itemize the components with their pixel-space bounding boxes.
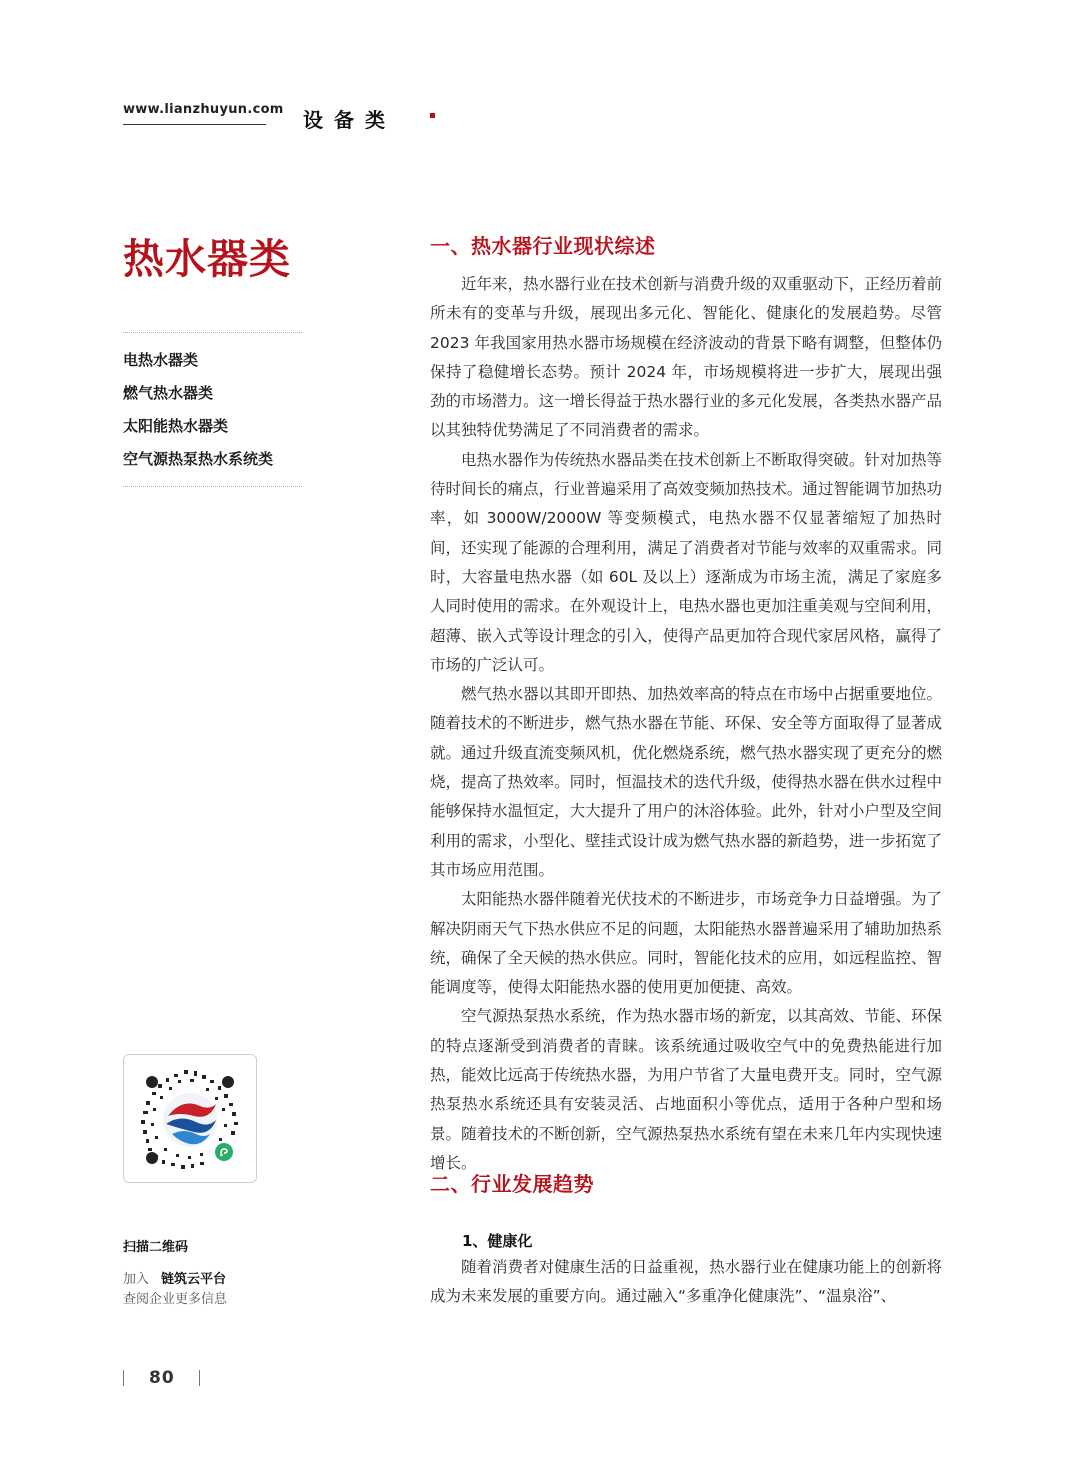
sidebar-divider-bottom <box>123 486 302 487</box>
more-info-text: 查阅企业更多信息 <box>123 1292 228 1307</box>
section-heading-overview: 一、热水器行业现状综述 <box>430 234 656 258</box>
qr-code[interactable] <box>123 1054 257 1183</box>
join-platform-line <box>123 1268 226 1287</box>
join-prefix: 加入 <box>123 1272 150 1287</box>
section-heading-trends: 二、行业发展趋势 <box>430 1172 594 1196</box>
paragraph: 太阳能热水器伴随着光伏技术的不断进步，市场竞争力日益增强。为了解决阴雨天气下热水供应不足的问题，太阳能热水器普遍采用了辅助加热系统，确保了全天候的热水供应。同时，智能化技术的应用，如远程监控、智能调度等，使得太阳能热水器的使用更加便捷、高效。 <box>430 890 942 997</box>
page-number-bar-right <box>199 1370 200 1386</box>
section-body-overview <box>430 270 942 1178</box>
page-title: 热水器类 <box>123 235 291 283</box>
paragraph: 燃气热水器以其即开即热、加热效率高的特点在市场中占据重要地位。随着技术的不断进步，燃气热水器在节能、环保、安全等方面取得了显著成就。通过升级直流变频风机，优化燃烧系统，燃气热水器实现了更充分的燃烧，提高了热效率。同时，恒温技术的迭代升级，使得热水器在供水过程中能够保持水温恒定，大大提升了用户的沐浴体验。此外，针对小户型及空间利用的需求，小型化、壁挂式设计成为燃气热水器的新趋势，进一步拓宽了其市场应用范围。 <box>430 685 942 879</box>
wechat-mini-program-icon <box>215 1143 233 1161</box>
category-item-gas: 燃气热水器类 <box>123 384 214 402</box>
paragraph: 近年来，热水器行业在技术创新与消费升级的双重驱动下，正经历着前所未有的变革与升级，展现出多元化、智能化、健康化的发展趋势。尽管 2023 年我国家用热水器市场规模在经济波动的背景下略有调整，但整体仍保持了稳健增长态势。预计 2024 年，市场规模将进一步扩大，展现出强劲的市场潜力。这一增长得益于热水器行业的多元化发展，各类热水器产品以其独特优势满足了不同消费者的需求。 <box>430 275 942 440</box>
subsection-title-health: 1、健康化 <box>462 1232 533 1250</box>
subsection-body-health <box>430 1253 942 1312</box>
paragraph: 随着消费者对健康生活的日益重视，热水器行业在健康功能上的创新将成为未来发展的重要方向。通过融入“多重净化健康洗”、“温泉浴”、 <box>430 1258 942 1306</box>
paragraph: 电热水器作为传统热水器品类在技术创新上不断取得突破。针对加热等待时间长的痛点，行业普遍采用了高效变频加热技术。通过智能调节加热功率，如 3000W/2000W 等变频模式，电热水器不仅显著缩短了加热时间，还实现了能源的合理利用，满足了消费者对节能与效率的双重需求。同时，大容量电热水器（如 60L 及以上）逐渐成为市场主流，满足了家庭多人同时使用的需求。在外观设计上，电热水器也更加注重美观与空间利用，超薄、嵌入式等设计理念的引入，使得产品更加符合现代家居风格，赢得了市场的广泛认可。 <box>430 450 942 674</box>
sidebar-divider-top <box>123 332 302 333</box>
platform-name: 链筑云平台 <box>161 1272 227 1287</box>
page-number-bar-left <box>123 1370 124 1386</box>
category-item-electric: 电热水器类 <box>123 351 199 369</box>
site-url[interactable]: www.lianzhuyun.com <box>123 102 284 117</box>
paragraph: 空气源热泵热水系统，作为热水器市场的新宠，以其高效、节能、环保的特点逐渐受到消费者的青睐。该系统通过吸收空气中的免费热能进行加热，能效比远高于传统热水器，为用户节省了大量电费开支。同时，空气源热泵热水系统还具有安装灵活、占地面积小等优点，适用于各种户型和场景。随着技术的不断创新，空气源热泵热水系统有望在未来几年内实现快速增长。 <box>430 1007 942 1172</box>
section-tag: 设备类 <box>303 108 396 132</box>
site-url-underline <box>123 124 266 125</box>
page-number: 80 <box>149 1368 175 1388</box>
category-item-solar: 太阳能热水器类 <box>123 417 229 435</box>
section-tag-dot <box>430 113 435 118</box>
category-item-heat-pump: 空气源热泵热水系统类 <box>123 450 274 468</box>
category-list <box>123 348 273 480</box>
scan-qr-title: 扫描二维码 <box>123 1240 189 1255</box>
